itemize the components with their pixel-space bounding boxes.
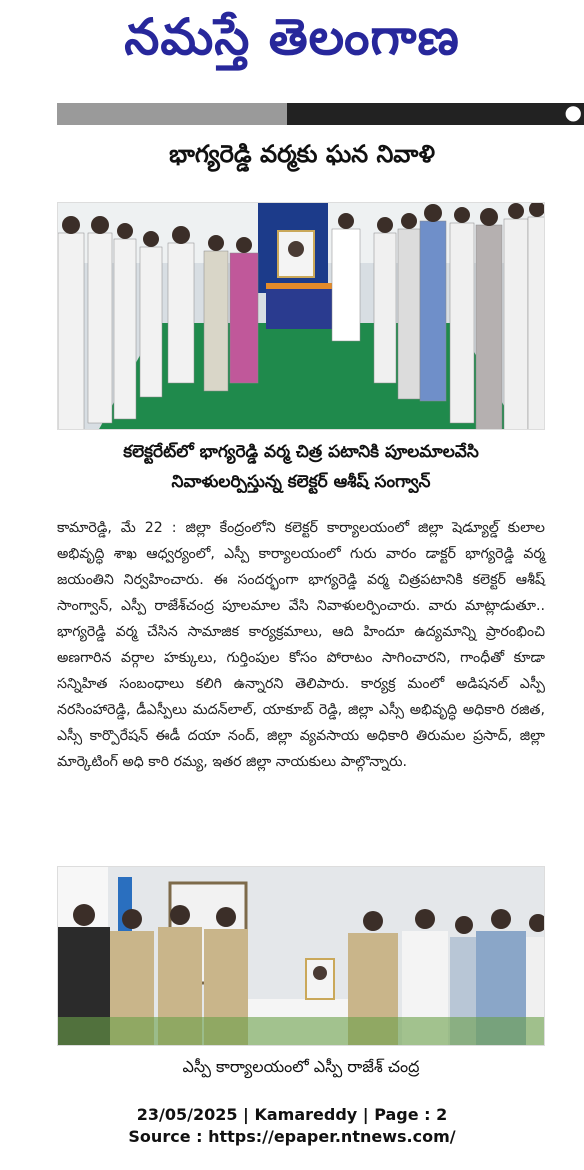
dateline-dark-band — [287, 100, 584, 125]
photo-caption-tribute — [57, 437, 545, 497]
page-footer — [0, 1104, 584, 1148]
article-headline: భాగ్యరెడ్డి వర్మకు ఘన నివాళి — [169, 140, 435, 168]
newspaper-logo: నమస్తే తెలంగాణ — [124, 8, 460, 66]
sp-office-photo-illustration — [58, 867, 545, 1046]
photo-caption-line-2: నివాళులర్పిస్తున్న కలెక్టర్ ఆశీష్ సంగ్వాన్ — [171, 472, 431, 492]
article-photo-tribute — [57, 202, 545, 430]
article-body: కామారెడ్డి, మే 22 : జిల్లా కేంద్రంలోని కలెక్టర్ కార్యాలయంలో జిల్లా షెడ్యూల్డ్ కులాల అభివృద్ధి శాఖ ఆధ్వర్యంలో, ఎస్పీ కార్యాలయంలో గురు వారం డాక్టర్ భాగ్యరెడ్డి వర్మ జయంతిని నిర్వహించారు. ఈ సందర్భంగా భాగ్యరెడ్డి వర్మ చిత్రపటానికి కలెక్టర్ ఆశీష్ సాంగ్వాన్, ఎస్పీ రాజేశ్‌చంద్ర పూలమాల వేసి నివాళులర్పించారు. వారు మాట్లాడుతూ.. భాగ్యరెడ్డి వర్మ చేసిన సామాజిక కార్యక్రమాలు, ఆది హిందూ ఉద్యమాన్ని ప్రారంభించి అణగారిన వర్గాల హక్కులు, గుర్తింపుల కోసం పోరాటం సాగించారని, గాంధీతో కూడా సన్నిహిత సంబంధాలు కలిగి ఉన్నారని తెలిపారు. కార్యక్ర మంలో అడిషనల్ ఎస్పీ నరసింహారెడ్డి, డీఎస్పీలు మదన్‌లాల్, యాకూబ్ రెడ్డి, జిల్లా ఎస్సీ అభివృద్ధి అధికారి రజిత, ఎస్సీ కార్పొరేషన్ ఈడీ దయా నంద్, జిల్లా వ్యవసాయ అధికారి తిరుమల ప్రసాద్, జిల్లా మార్కెటింగ్ అధి కారి రమ్య, ఇతర జిల్లా నాయకులు పాల్గొన్నారు. — [57, 520, 545, 770]
footer-source-line: Source : https://epaper.ntnews.com/ — [128, 1127, 456, 1146]
tribute-photo-illustration — [58, 203, 545, 430]
footer-date-line: 23/05/2025 | Kamareddy | Page : 2 — [136, 1105, 448, 1124]
photo-caption-line-1: కలెక్టరేట్‌లో భాగ్యరెడ్డి వర్మ చిత్ర పటానికి పూలమాలవేసి — [123, 442, 479, 462]
photo-caption-sp-office: ఎస్పీ కార్యాలయంలో ఎస్పీ రాజేశ్ చంద్ర — [182, 1057, 420, 1076]
masthead — [0, 0, 584, 76]
dateline-bar — [57, 100, 584, 125]
article-photo-sp-office — [57, 866, 545, 1046]
dateline-glyph-icon: ● — [564, 100, 582, 124]
